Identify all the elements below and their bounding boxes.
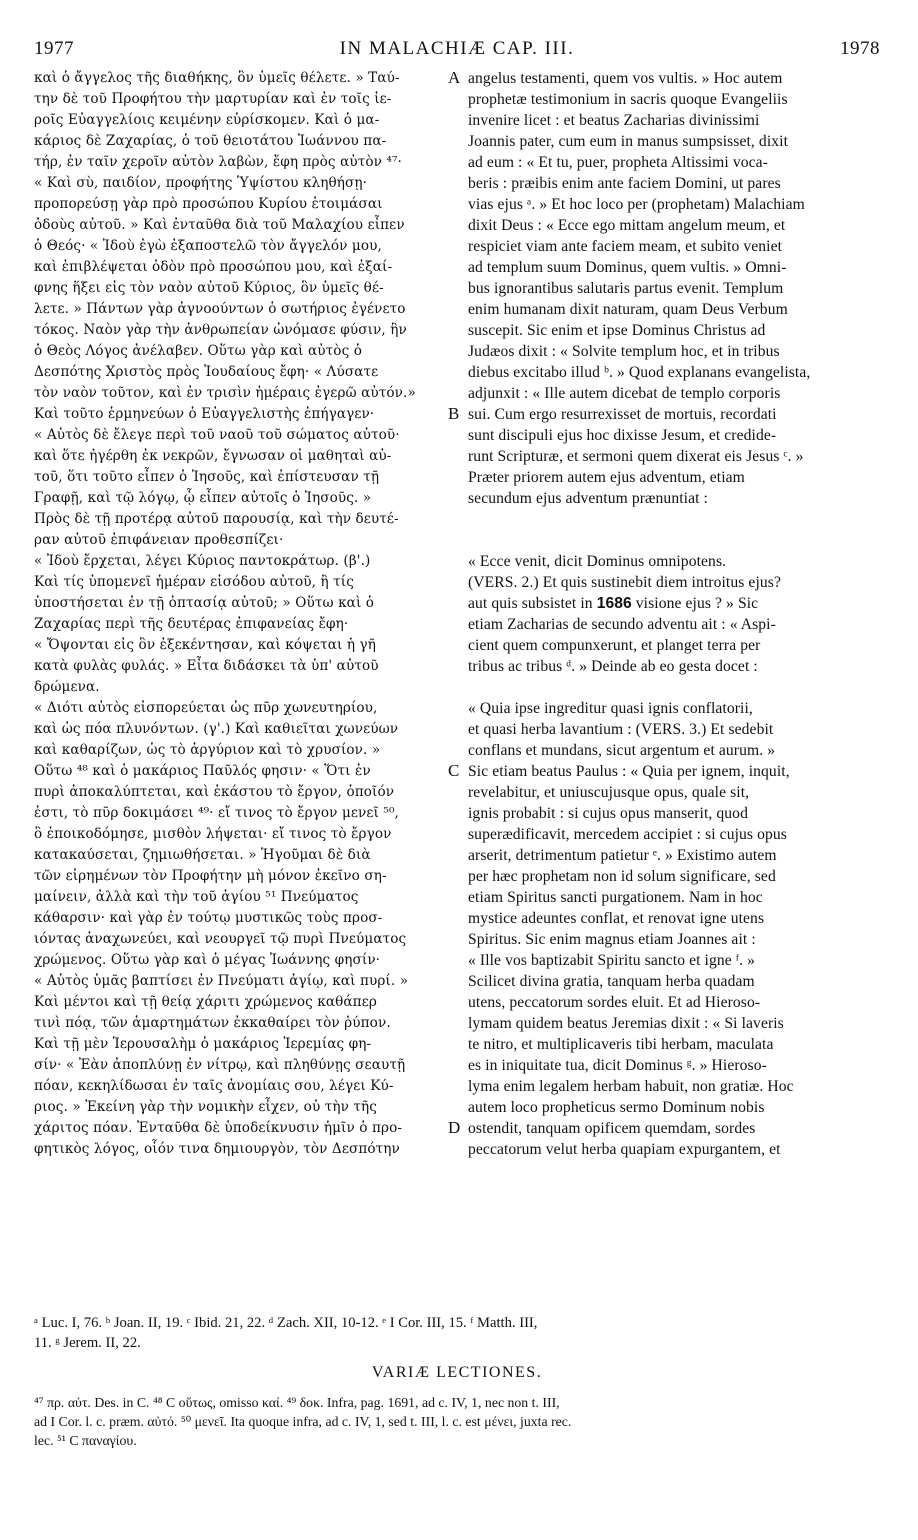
latin-text-line <box>468 677 880 698</box>
greek-text-line: φητικὸς λόγος, οἷόν τινα δημιουργὸν, τὸν Δεσπότην <box>34 1141 400 1157</box>
greek-text-line: Καὶ μέντοι καὶ τῇ θείᾳ χάριτι χρώμενος καθάπερ <box>34 994 377 1010</box>
latin-text-line: etiam Spiritus sancti purgationem. Nam in hoc <box>468 889 763 906</box>
greek-text-line: καὶ ὡς πόα πλυνόντων. (γ'.) Καὶ καθιεῖται χωνεύων <box>34 721 399 737</box>
latin-text-line: mystice adeuntes conflat, et renovat igne utens <box>468 910 765 927</box>
greek-text-line: Ζαχαρίας περὶ τῆς δευτέρας ἐπιφανείας ἔφη· <box>34 616 349 632</box>
greek-text-line: χρώμενος. Οὕτω γὰρ καὶ ὁ μέγας Ἰωάννης φησίν· <box>34 952 381 968</box>
latin-text-line: conflans et mundans, sicut argentum et aurum. » <box>468 742 776 759</box>
greek-text-line: « Αὐτὸς δὲ ἔλεγε περὶ τοῦ ναοῦ τοῦ σώματος αὐτοῦ· <box>34 427 400 443</box>
greek-text-line: ὑποστήσεται ἐν τῇ ὀπτασίᾳ αὐτοῦ; » Οὕτω καὶ ὁ <box>34 595 375 611</box>
inline-column-number: 1686 <box>596 595 632 612</box>
latin-text-line: aut quis subsistet in 1686 visione ejus ? » Sic <box>468 595 759 612</box>
latin-text-line: (VERS. 2.) Et quis sustinebit diem introitus ejus? <box>468 574 781 591</box>
running-title: IN MALACHIÆ CAP. III. <box>339 38 575 59</box>
greek-text-line: κατὰ φυλὰς φυλάς. » Εἶτα διδάσκει τὰ ὑπ' αὐτοῦ <box>34 658 379 674</box>
latin-text-line: per hæc prophetam non id solum significare, sed <box>468 868 776 885</box>
greek-text-line: τὸν ναὸν τοῦτον, καὶ ἐν τρισὶν ἡμέραις ἐγερῶ αὐτόν.» <box>34 385 416 401</box>
greek-text-line: προπορεύσῃ γὰρ πρὸ προσώπου Κυρίου ἑτοιμάσαι <box>34 196 383 212</box>
greek-text-line: μαίνειν, ἀλλὰ καὶ τὴν τοῦ ἁγίου ⁵¹ Πνεύματος <box>34 889 359 905</box>
latin-text-line: « Ecce venit, dicit Dominus omnipotens. <box>468 553 727 570</box>
latin-text-line: te nitro, et multiplicaveris tibi herbam, maculata <box>468 1036 774 1053</box>
latin-text-line: vias ejus ᵃ. » Et hoc loco per (prophetam) Malachiam <box>468 196 805 213</box>
section-marker-c: C <box>448 761 460 780</box>
greek-text-line: τοῦ, ὅτι τοῦτο εἶπεν ὁ Ἰησοῦς, καὶ ἐπίστευσαν τῇ <box>34 469 380 485</box>
greek-text-line: την δὲ τοῦ Προφήτου τὴν μαρτυρίαν καὶ ἐν τοῖς ἱε- <box>34 91 392 107</box>
latin-text-line: diebus excitabo illud ᵇ. » Quod explanans evangelista, <box>468 364 811 381</box>
latin-text-line: ignis probabit : si cujus opus manserit, quod <box>468 805 748 822</box>
latin-text-line: bus ignorantibus salutaris partus evenit. Templum <box>468 280 784 297</box>
latin-text-line: enim humanam dixit naturam, quam Deus Verbum <box>468 301 788 318</box>
latin-text-line: beris : præibis enim ante faciem Domini, ut pares <box>468 175 781 192</box>
greek-text-line: λετε. » Πάντων γὰρ ἀγνοούντων ὁ σωτήριος ἐγένετο <box>34 301 406 317</box>
greek-text-line: σίν· « Ἐὰν ἀποπλύνῃ ἐν νίτρῳ, καὶ πληθύνῃς σεαυτῇ <box>34 1057 406 1073</box>
greek-text-line: ὁ Θεὸς Λόγος ἀνέλαβεν. Οὕτω γὰρ καὶ αὐτὸς ὁ <box>34 343 362 359</box>
latin-text-line: angelus testamenti, quem vos vultis. » Hoc autem <box>468 70 783 87</box>
latin-text-line: respiciet viam ante faciem meam, et subito veniet <box>468 238 783 255</box>
latin-text-line: secundum ejus adventum prænuntiat : <box>468 490 708 507</box>
greek-text-line: τινὶ πόᾳ, τῶν ἁμαρτημάτων ἐκκαθαίρει τὸν ῥύπον. <box>34 1015 391 1031</box>
latin-text-line <box>468 509 880 530</box>
section-marker-b: B <box>448 404 460 423</box>
greek-text-line: κάθαρσιν· καὶ γὰρ ἐν τούτῳ μυστικῶς τοὺς προσ- <box>34 910 383 926</box>
latin-text-line: dixit Deus : « Ecce ego mittam angelum meum, et <box>468 217 786 234</box>
latin-text-line: lyma enim legalem herbam habuit, non gratiæ. Hoc <box>468 1078 794 1095</box>
variae-lectiones-title: VARIÆ LECTIONES. <box>371 1364 543 1381</box>
greek-text-line: ὃ ἐποικοδόμησε, μισθὸν λήψεται· εἴ τινος τὸ ἔργον <box>34 826 392 842</box>
latin-text-line: lymam quidem beatus Jeremias dixit : « Si laveris <box>468 1015 784 1032</box>
greek-text-line: Πρὸς δὲ τῇ προτέρᾳ αὐτοῦ παρουσίᾳ, καὶ τὴν δευτέ- <box>34 511 399 527</box>
greek-text-line: καὶ καθαρίζων, ὡς τὸ ἀργύριον καὶ τὸ χρυσίον. » <box>34 742 381 758</box>
left-column-number: 1977 <box>34 38 74 59</box>
latin-text-line: invenire licet : et beatus Zacharias divinissimi <box>468 112 760 129</box>
latin-text-line: peccatorum velut herba quapiam expurgantem, et <box>468 1141 781 1158</box>
footnote-line: 11. ᵍ Jerem. II, 22. <box>34 1335 141 1351</box>
greek-text-line: ὁδοὺς αὐτοῦ. » Καὶ ἐνταῦθα διὰ τοῦ Μαλαχίου εἶπεν <box>34 217 405 233</box>
latin-text-line: ostendit, tanquam opificem quemdam, sordes <box>468 1120 756 1137</box>
latin-text-line: Joannis pater, cum eum in manus sumpsisset, dixit <box>468 133 789 150</box>
greek-text-column <box>34 68 448 1160</box>
latin-text-line: Sic etiam beatus Paulus : « Quia per ignem, inquit, <box>468 763 790 780</box>
greek-text-line: « Καὶ σὺ, παιδίον, προφήτης Ὑψίστου κληθήσῃ· <box>34 175 368 191</box>
greek-text-line: φνης ἥξει εἰς τὸν ναὸν αὐτοῦ Κύριος, ὃν ὑμεῖς θέ- <box>34 280 384 296</box>
footnotes <box>34 1313 880 1353</box>
greek-text-line: καὶ ἐπιβλέψεται ὁδὸν πρὸ προσώπου μου, καὶ ἐξαί- <box>34 259 393 275</box>
latin-text-line: utens, peccatorum sordes eluit. Et ad Hieroso- <box>468 994 761 1011</box>
variae-lectiones <box>34 1393 880 1450</box>
greek-text-line: Οὕτω ⁴⁸ καὶ ὁ μακάριος Παῦλός φησιν· « Ὅτι ἐν <box>34 763 371 779</box>
latin-text-line: sunt discipuli ejus hoc dixisse Jesum, et credide- <box>468 427 777 444</box>
right-column-number: 1978 <box>840 38 880 59</box>
latin-text-line: ad templum suum Dominus, quem vultis. » Omni- <box>468 259 787 276</box>
latin-text-column <box>468 68 880 1160</box>
latin-text-line: revelabitur, et uniuscujusque opus, quale sit, <box>468 784 750 801</box>
latin-text-line: Scilicet divina gratia, tanquam herba quadam <box>468 973 755 990</box>
greek-text-line: δρώμενα. <box>34 679 100 695</box>
latin-text-line <box>468 530 880 551</box>
latin-text-line: superædificavit, mercedem accipiet : si cujus opus <box>468 826 787 843</box>
latin-text-line: autem loco propheticus sermo Dominum nobis <box>468 1099 765 1116</box>
latin-text-line: adjunxit : « Ille autem dicebat de templo corporis <box>468 385 781 402</box>
latin-text-line: prophetæ testimonium in sacris quoque Evangeliis <box>468 91 788 108</box>
latin-text-line: arserit, detrimentum patietur ᵉ. » Existimo autem <box>468 847 777 864</box>
latin-text-line: sui. Cum ergo resurrexisset de mortuis, recordati <box>468 406 777 423</box>
latin-text-line: Judæos dixit : « Solvite templum hoc, et in tribus <box>468 343 780 360</box>
greek-text-line: « Ἰδοὺ ἔρχεται, λέγει Κύριος παντοκράτωρ. (β'.) <box>34 553 371 569</box>
greek-text-line: ὁ Θεός· « Ἰδοὺ ἐγὼ ἐξαποστελῶ τὸν ἄγγελόν μου, <box>34 238 382 254</box>
greek-text-line: χάριτος πόαν. Ἐνταῦθα δὲ ὑποδείκνυσιν ἡμῖν ὁ προ- <box>34 1120 403 1136</box>
greek-text-line: Γραφῇ, καὶ τῷ λόγῳ, ᾧ εἶπεν αὐτοῖς ὁ Ἰησοῦς. » <box>34 490 372 506</box>
latin-text-line: es in iniquitate tua, dicit Dominus ᵍ. » Hieroso- <box>468 1057 767 1074</box>
greek-text-line: Καὶ τοῦτο ἑρμηνεύων ὁ Εὐαγγελιστὴς ἐπήγαγεν· <box>34 406 375 422</box>
latin-text-line: « Ille vos baptizabit Spiritu sancto et igne ᶠ. » <box>468 952 756 969</box>
greek-text-line: κάριος δὲ Ζαχαρίας, ὁ τοῦ θειοτάτου Ἰωάννου πα- <box>34 133 387 149</box>
greek-text-line: καὶ ὁ ἄγγελος τῆς διαθήκης, ὃν ὑμεῖς θέλετε. » Ταύ- <box>34 70 400 86</box>
greek-text-line: ροῖς Εὐαγγελίοις κειμένην εὑρίσκομεν. Καὶ ὁ μα- <box>34 112 380 128</box>
section-marker-a: A <box>448 68 461 87</box>
greek-text-line: « Αὐτὸς ὑμᾶς βαπτίσει ἐν Πνεύματι ἁγίῳ, καὶ πυρί. » <box>34 973 409 989</box>
footnote-line: ᵃ Luc. I, 76. ᵇ Joan. II, 19. ᶜ Ibid. 21, 22. ᵈ Zach. XII, 10-12. ᵉ I Cor. III, 15. ᶠ Matth. III, <box>34 1315 538 1331</box>
greek-text-line: Δεσπότης Χριστὸς πρὸς Ἰουδαίους ἔφη· « Λύσατε <box>34 364 379 380</box>
variae-lectio-line: lec. ⁵¹ C παναγίου. <box>34 1433 137 1448</box>
latin-text-line: cient quem compunxerunt, et planget terra per <box>468 637 761 654</box>
page-header <box>34 38 880 66</box>
greek-text-line: « Ὄψονται εἰς ὃν ἐξεκέντησαν, καὶ κόψεται ἡ γῆ <box>34 637 376 653</box>
latin-text-line: runt Scripturæ, et sermoni quem dixerat eis Jesus ᶜ. » <box>468 448 804 465</box>
latin-text-line: ad eum : « Et tu, puer, propheta Altissimi voca- <box>468 154 768 171</box>
latin-text-line: etiam Zacharias de secundo adventu ait : « Aspi- <box>468 616 776 633</box>
latin-text-line: et quasi herba lavantium : (VERS. 3.) Et sedebit <box>468 721 774 738</box>
latin-text-line: tribus ac tribus ᵈ. » Deinde ab eo gesta docet : <box>468 658 758 675</box>
greek-text-line: τόκος. Ναὸν γὰρ τὴν ἀνθρωπείαν ὠνόμασε φύσιν, ἣν <box>34 322 407 338</box>
variae-lectio-line: ad I Cor. l. c. præm. αὐτό. ⁵⁰ μενεῖ. Ita quoque infra, ad c. IV, 1, sed t. III, l. c. est μένει, juxta rec. <box>34 1414 572 1429</box>
latin-text-line: suscepit. Sic enim et ipse Dominus Christus ad <box>468 322 766 339</box>
greek-text-line: πυρὶ ἀποκαλύπτεται, καὶ ἑκάστου τὸ ἔργον, ὁποῖόν <box>34 784 395 800</box>
greek-text-line: καὶ ὅτε ἠγέρθη ἐκ νεκρῶν, ἔγνωσαν οἱ μαθηταὶ αὐ- <box>34 448 392 464</box>
greek-text-line: πόαν, κεκηλίδωσαι ἐν ταῖς ἀνομίαις σου, λέγει Κύ- <box>34 1078 394 1094</box>
greek-text-line: τῶν εἰρημένων τὸν Προφήτην μὴ μόνον ἐκεῖνο ση- <box>34 868 387 884</box>
greek-text-line: ριος. » Ἐκείνη γὰρ τὴν νομικὴν εἶχεν, οὐ τὴν τῆς <box>34 1099 377 1115</box>
latin-text-line: Præter priorem autem ejus adventum, etiam <box>468 469 745 486</box>
greek-text-line: ἐστι, τὸ πῦρ δοκιμάσει ⁴⁹· εἴ τινος τὸ ἔργον μενεῖ ⁵⁰, <box>34 805 399 821</box>
greek-text-line: τήρ, ἐν ταῖν χεροῖν αὐτὸν λαβὼν, ἔφη πρὸς αὐτὸν ⁴⁷· <box>34 154 402 170</box>
greek-text-line: Καὶ τίς ὑπομενεῖ ἡμέραν εἰσόδου αὐτοῦ, ἢ τίς <box>34 574 354 590</box>
variae-lectio-line: ⁴⁷ πρ. αὐτ. Des. in C. ⁴⁸ C οὕτως, omisso καί. ⁴⁹ δοκ. Infra, pag. 1691, ad c. IV, 1, nec non t. III, <box>34 1395 560 1410</box>
greek-text-line: κατακαύσεται, ζημιωθήσεται. » Ἡγοῦμαι δὲ διὰ <box>34 847 371 863</box>
greek-text-line: ραν αὐτοῦ ἐπιφάνειαν προθεσπίζει· <box>34 532 284 548</box>
latin-text-line: Spiritus. Sic enim magnus etiam Joannes ait : <box>468 931 756 948</box>
greek-text-line: ιόντας ἀναχωνεύει, καὶ νεουργεῖ τῷ πυρὶ Πνεύματος <box>34 931 407 947</box>
section-marker-d: D <box>448 1118 461 1137</box>
greek-text-line: « Διότι αὐτὸς εἰσπορεύεται ὡς πῦρ χωνευτηρίου, <box>34 700 378 716</box>
latin-text-line: « Quia ipse ingreditur quasi ignis conflatorii, <box>468 700 753 717</box>
greek-text-line: Καὶ τῇ μὲν Ἱερουσαλὴμ ὁ μακάριος Ἱερεμίας φη- <box>34 1036 372 1052</box>
